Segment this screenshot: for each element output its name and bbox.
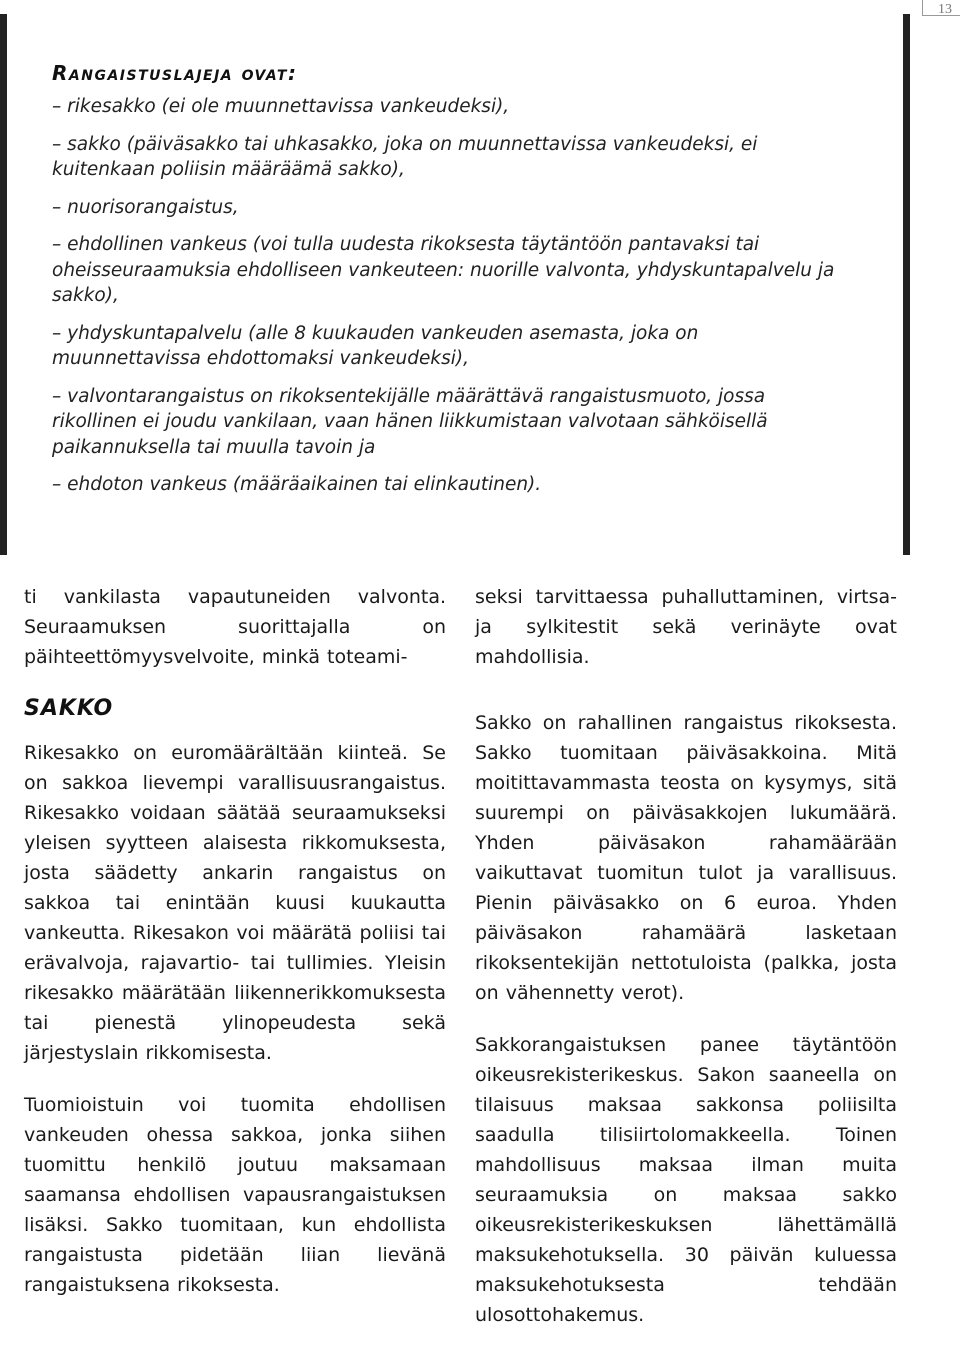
list-item: – nuorisorangaistus, xyxy=(52,196,239,218)
tuomioistuin-paragraph: Tuomioistuin voi tuomita ehdollisen vankeuden ohessa sakkoa, jonka siihen tuomittu henkilö joutuu maksamaan saamansa ehdollisen vapausrangaistuksen lisäksi. Sakko tuomitaan, kun ehdollista rangaistusta pidetään liian lievänä rangaistuksena rikoksesta. xyxy=(24,1094,446,1296)
list-item: – valvontarangaistus on rikoksentekijälle määrättävä rangaistusmuoto, jossa rikollinen ei joudu vankilaan, vaan hänen liikkumistaan valvotaan sähköisellä paikannuksella tai muulla tavoin ja xyxy=(52,385,768,458)
left-intro-text: ti vankilasta vapautuneiden valvonta. Seuraamuksen suorittajalla on päihteettömyysvelvoite, minkä toteami- xyxy=(24,586,446,668)
page-number: 13 xyxy=(938,2,952,17)
box-title: Rangaistuslajeja ovat: xyxy=(52,61,298,85)
page-corner-rule xyxy=(922,15,960,16)
sakko-paragraph: Sakko on rahallinen rangaistus rikoksesta. Sakko tuomitaan päiväsakkoina. Mitä moitittavammasta teosta on kysymys, sitä suurempi on päiväsakkojen lukumäärä. Yhden päiväsakon rahamäärään vaikuttavat tuomitun tulot ja varallisuus. Pienin päiväsakko on 6 euroa. Yhden päiväsakon rahamäärä lasketaan rikoksentekijän nettotuloista (palkka, josta on vähennetty verot). xyxy=(475,712,897,1004)
list-item: – yhdyskuntapalvelu (alle 8 kuukauden vankeuden asemasta, joka on muunnettavissa ehdottomaksi vankeudeksi), xyxy=(52,322,699,369)
rikesakko-paragraph: Rikesakko on euromäärältään kiinteä. Se on sakkoa lievempi varallisuusrangaistus. Rikesakko voidaan säätää seuraamukseksi yleisen syytteen alaisesta rikkomuksesta, josta säädetty ankarin rangaistus on sakkoa tai enintään kuusi kuukautta vankeutta. Rikesakon voi määrätä poliisi tai erävalvoja, rajavartio- tai tullimies. Yleisin rikesakko määrätään liikennerikkomuksesta tai pienestä ylinopeudesta sekä järjestyslain rikkomisesta. xyxy=(24,742,446,1064)
list-item: – ehdollinen vankeus (voi tulla uudesta rikoksesta täytäntöön pantavaksi tai oheisseuraamuksia ehdolliseen vankeuteen: nuorille valvonta, yhdyskuntapalvelu ja sakko), xyxy=(52,234,835,306)
list-item: – sakko (päiväsakko tai uhkasakko, joka on muunnettavissa vankeudeksi, ei kuitenkaan poliisin määräämä sakko), xyxy=(52,133,758,180)
left-column xyxy=(24,582,446,1300)
sakkorangaistus-paragraph: Sakkorangaistuksen panee täytäntöön oikeusrekisterikeskus. Sakon saaneella on tilaisuus maksaa sakkonsa poliisilta saadulla tilisiirtolomakkeella. Toinen mahdollisuus maksaa ilman muita seuraamuksia on maksaa sakko oikeusrekisterikeskuksen lähettämällä maksukehotuksella. 30 päivän kuluessa maksukehotuksesta tehdään ulosottohakemus. xyxy=(475,1034,897,1326)
box-left-border xyxy=(0,14,7,555)
right-column xyxy=(475,582,897,1330)
list-item: – rikesakko (ei ole muunnettavissa vankeudeksi), xyxy=(52,96,510,117)
box-right-border xyxy=(903,14,910,555)
punishment-types-box xyxy=(52,60,852,510)
list-item: – ehdoton vankeus (määräaikainen tai elinkautinen). xyxy=(52,474,542,495)
section-heading-sakko: SAKKO xyxy=(24,696,114,721)
page-corner-rule-vertical xyxy=(922,0,923,16)
right-intro-text: seksi tarvittaessa puhalluttaminen, virtsa- ja sylkitestit sekä verinäyte ovat mahdollisia. xyxy=(475,586,897,668)
